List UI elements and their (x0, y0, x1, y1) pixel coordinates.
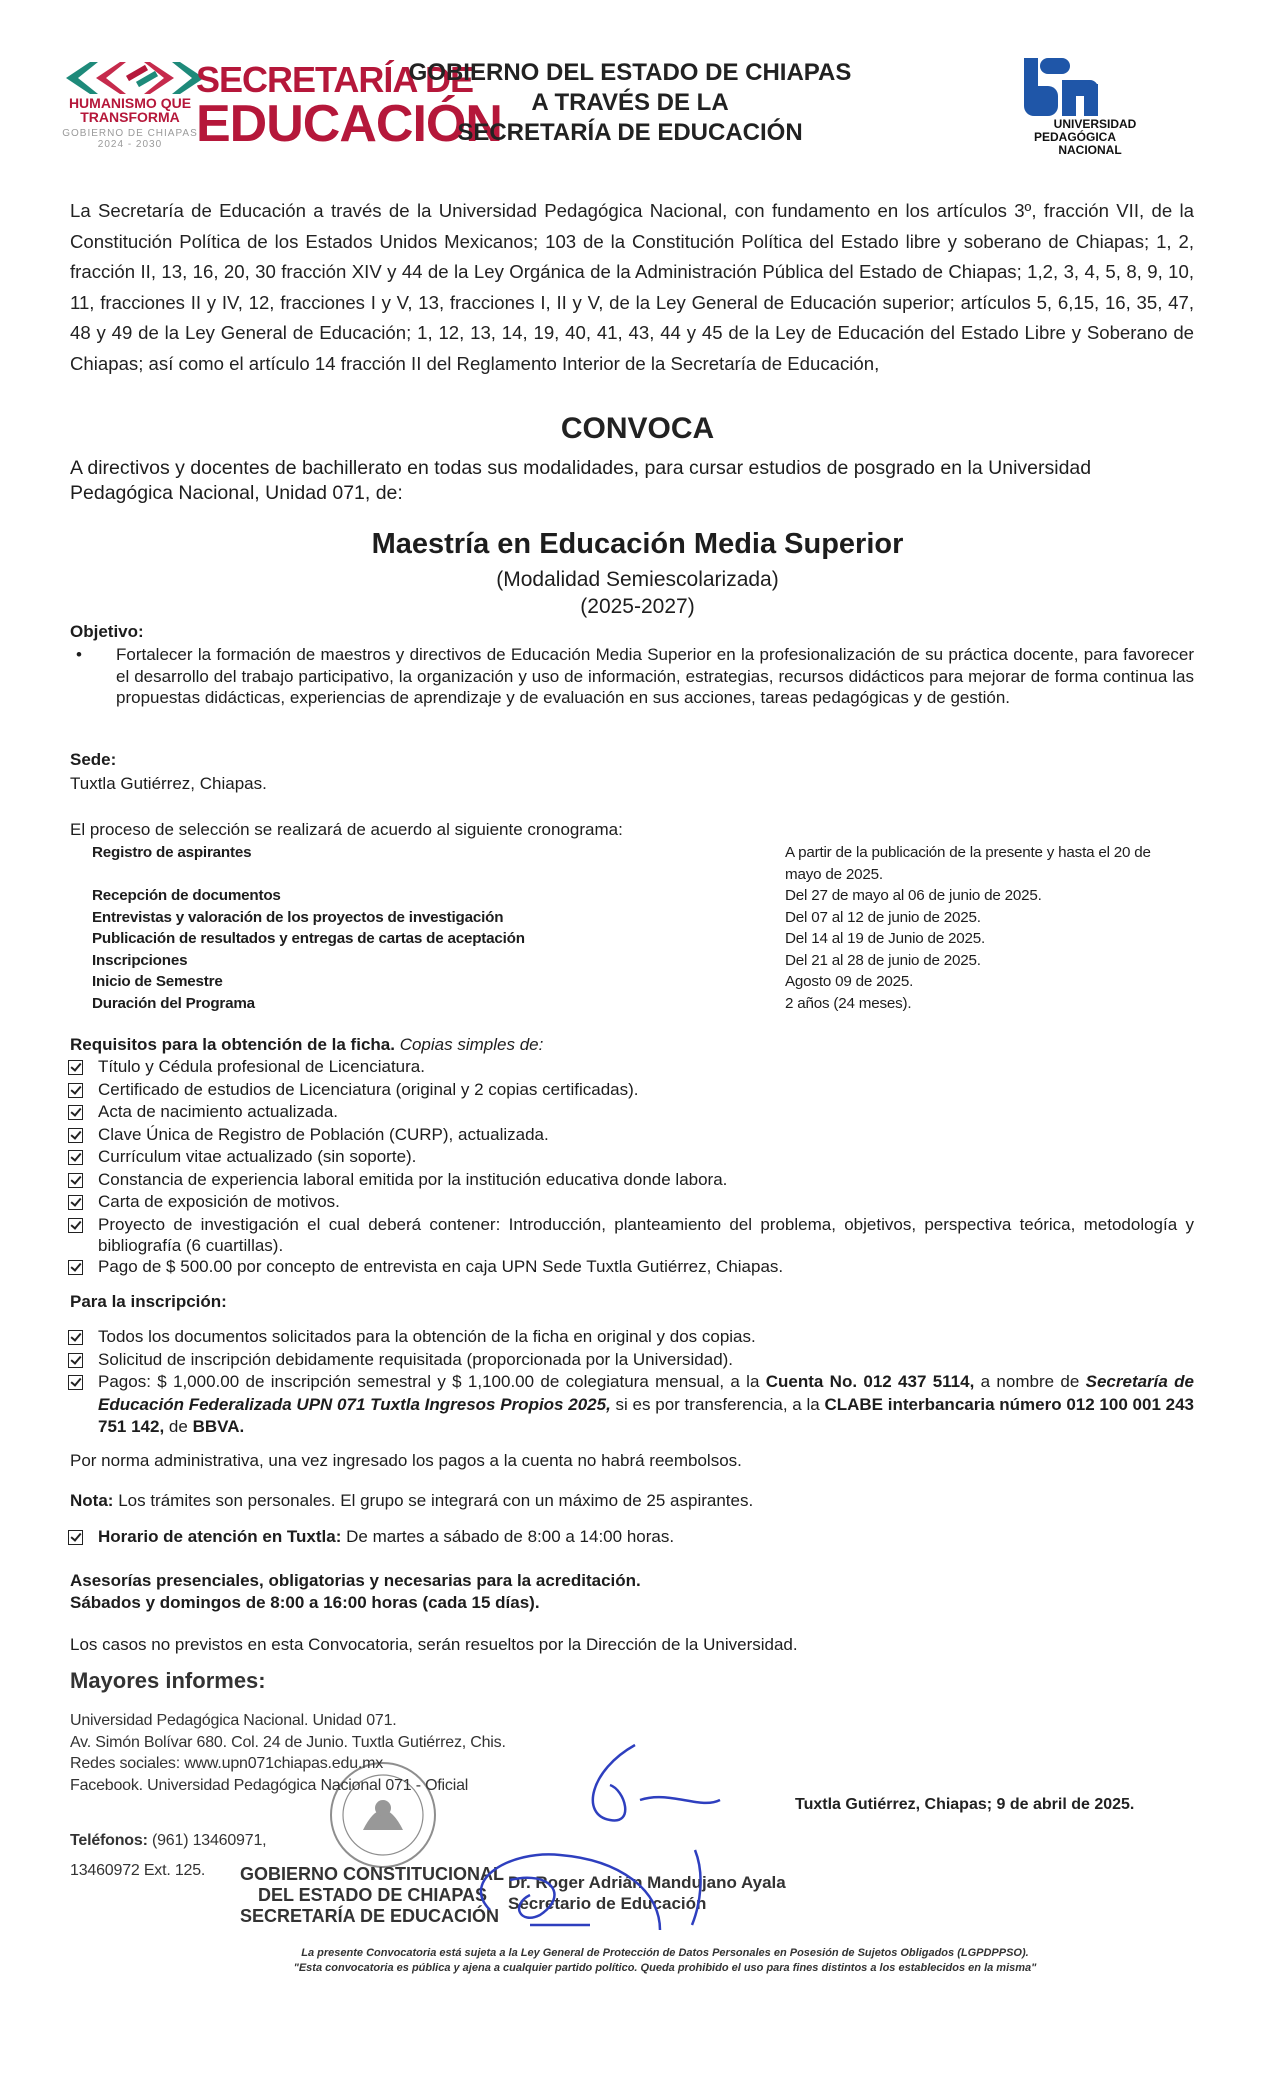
handwritten-signature (420, 1730, 780, 1930)
list-item: Acta de nacimiento actualizada. (68, 1101, 1194, 1124)
list-item: Título y Cédula profesional de Licenciatura. (68, 1056, 1194, 1079)
checkbox-icon (68, 1530, 83, 1545)
checkbox-icon (68, 1260, 83, 1275)
cronograma-date: Del 14 al 19 de Junio de 2025. (785, 930, 986, 947)
upn-wordmark: UNIVERSIDAD PEDAGÓGICA NACIONAL (1033, 117, 1137, 157)
list-item: Solicitud de inscripción debidamente requisitada (proporcionada por la Universidad). (68, 1349, 1194, 1372)
cronograma-label: Entrevistas y valoración de los proyectos de investigación (92, 908, 504, 926)
checkbox-icon (68, 1195, 83, 1210)
list-item: Certificado de estudios de Licenciatura (original y 2 copias certificadas). (68, 1079, 1194, 1102)
cronograma-date: A partir de la publicación de la presente y hasta el 20 de mayo de 2025. (785, 844, 1151, 883)
legal-preamble: La Secretaría de Educación a través de la Universidad Pedagógica Nacional, con fundamento en los artículos 3º, fracción VII, de la Constitución Política de los Estados Unidos Mexicanos; 103 de la Constitución Política del Estado libre y soberano de Chiapas; 1, 2, fracción II, 13, 16, 20, 30 fracción XIV y 44 de la Ley Orgánica de la Administración Pública del Estado de Chiapas; 1,2, 3, 4, 5, 8, 9, 10, 11, fracciones II y IV, 12, fracciones I y V, 13, fracciones I, II y V, de la Ley General de Educación superior; artículos 5, 6,15, 16, 35, 47, 48 y 49 de la Ley General de Educación; 1, 12, 13, 14, 19, 40, 41, 43, 44 y 45 de la Ley de Educación del Estado Libre y Soberano de Chiapas; así como el artículo 14 fracción II del Reglamento Interior de la Secretaría de Educación, (70, 200, 1194, 374)
cronograma-date: Del 27 de mayo al 06 de junio de 2025. (785, 887, 1042, 904)
informes-title: Mayores informes: (70, 1668, 266, 1693)
inscripcion-list (68, 1326, 1194, 1439)
requisitos-label: Requisitos para la obtención de la ficha. (70, 1035, 395, 1054)
cronograma-labels (92, 842, 652, 1014)
upn-emblem-icon (1022, 56, 1102, 118)
chevrons-logo-icon (66, 56, 206, 96)
checkbox-icon (68, 1060, 83, 1075)
slogan: HUMANISMO QUE TRANSFORMA (68, 95, 192, 125)
list-item: Constancia de experiencia laboral emitida por la institución educativa donde labora. (68, 1169, 1194, 1192)
requisitos-italic: Copias simples de: (399, 1035, 544, 1054)
list-item-pagos: Pagos: $ 1,000.00 de inscripción semestral y $ 1,100.00 de colegiatura mensual, a la Cuenta No. 012 437 5114, a nombre de Secretaría de Educación Federalizada UPN 071 Tuxtla Ingresos Propios 2025, si es por transferencia, a la CLABE interbancaria número 012 100 001 243 751 142, de BBVA. (68, 1371, 1194, 1439)
cronograma-label: Duración del Programa (92, 994, 255, 1012)
signature-entity: GOBIERNO CONSTITUCIONAL DEL ESTADO DE CHIAPAS SECRETARÍA DE EDUCACIÓN (240, 1864, 504, 1926)
cronograma-label: Inscripciones (92, 951, 188, 969)
norma-text: Por norma administrativa, una vez ingresado los pagos a la cuenta no habrá reembolsos. (70, 1451, 742, 1470)
checkbox-icon (68, 1353, 83, 1368)
nota-label: Nota: (70, 1491, 114, 1510)
asesorias: Asesorías presenciales, obligatorias y necesarias para la acreditación. Sábados y domingos de 8:00 a 16:00 horas (cada 15 días). (70, 1571, 641, 1612)
sede-label: Sede: (70, 750, 117, 769)
signatory-position: Secretario de Educación (508, 1894, 707, 1913)
checkbox-icon (68, 1083, 83, 1098)
signatory-name: Dr. Roger Adrián Mandujano Ayala (508, 1873, 786, 1892)
list-item: Carta de exposición de motivos. (68, 1191, 1194, 1214)
cronograma-date: Agosto 09 de 2025. (785, 973, 914, 990)
telefonos-label: Teléfonos: (70, 1832, 148, 1849)
cronograma-date: 2 años (24 meses). (785, 994, 912, 1012)
gobierno-chiapas-mark: GOBIERNO DE CHIAPAS 2024 - 2030 (62, 128, 198, 150)
checkbox-icon (68, 1105, 83, 1120)
cronograma-date: Del 21 al 28 de junio de 2025. (785, 951, 981, 969)
requisitos-heading (70, 1034, 543, 1056)
checkbox-icon (68, 1173, 83, 1188)
requisitos-list (68, 1056, 1194, 1278)
cronograma-date: Del 07 al 12 de junio de 2025. (785, 908, 981, 926)
cronograma-dates (785, 842, 1165, 1014)
secretaria-wordmark: SECRETARÍA DE EDUCACIÓN (196, 59, 502, 153)
cronograma-label: Registro de aspirantes (92, 844, 252, 861)
objetivo-label: Objetivo: (70, 622, 144, 641)
cronograma-intro: El proceso de selección se realizará de acuerdo al siguiente cronograma: (70, 820, 623, 839)
horario-label: Horario de atención en Tuxtla: (98, 1527, 342, 1546)
nota (70, 1490, 753, 1512)
objetivo-text: Fortalecer la formación de maestros y directivos de Educación Media Superior en la profesionalización de su práctica docente, para favorecer el desarrollo del trabajo participativo, la organización y uso de información, estrategias, recursos didácticos para mejorar de forma continua las propuestas didácticas, experiencias de aprendizaje y de evaluación en sus acciones, tareas pedagógicas y de gestión. (116, 645, 1194, 707)
list-item: Pago de $ 500.00 por concepto de entrevista en caja UPN Sede Tuxtla Gutiérrez, Chiapas. (68, 1256, 1194, 1279)
program-period: (2025-2027) (580, 595, 695, 618)
casos-text: Los casos no previstos en esta Convocatoria, serán resueltos por la Dirección de la Universidad. (70, 1635, 798, 1654)
list-item: Proyecto de investigación el cual deberá contener: Introducción, planteamiento del problema, objetivos, perspectiva teórica, metodología y bibliografía (6 cuartillas). (68, 1214, 1194, 1256)
cronograma-label: Publicación de resultados y entregas de cartas de aceptación (92, 930, 525, 947)
document-date: Tuxtla Gutiérrez, Chiapas; 9 de abril de 2025. (795, 1796, 1135, 1813)
list-item: Clave Única de Registro de Población (CURP), actualizada. (68, 1124, 1194, 1147)
legal-footer: La presente Convocatoria está sujeta a la Ley General de Protección de Datos Personales en Posesión de Sujetos Obligados (LGPDPPSO). "Esta convocatoria es pública y ajena a cualquier partido político. Queda prohibido el uso para fines distintos a los establecidos en la misma" (293, 1947, 1037, 1974)
program-title: Maestría en Educación Media Superior (371, 528, 904, 560)
audience-text: A directivos y docentes de bachillerato en todas sus modalidades, para cursar estudios de posgrado en la Universidad Pedagógica Nacional, Unidad 071, de: (70, 457, 1092, 504)
horario-text: De martes a sábado de 8:00 a 14:00 horas. (346, 1527, 675, 1546)
checkbox-icon (68, 1218, 83, 1233)
sede-value: Tuxtla Gutiérrez, Chiapas. (70, 774, 267, 793)
bullet-icon: • (76, 645, 82, 664)
checkbox-icon (68, 1330, 83, 1345)
cronograma-label: Inicio de Semestre (92, 973, 223, 990)
checkbox-icon (68, 1128, 83, 1143)
nota-text: Los trámites son personales. El grupo se integrará con un máximo de 25 aspirantes. (118, 1491, 754, 1510)
telefonos: Teléfonos: (961) 13460971, 13460972 Ext. 125. (70, 1832, 267, 1879)
cronograma-label: Recepción de documentos (92, 887, 281, 904)
program-subtitle (0, 566, 1275, 620)
list-item: Todos los documentos solicitados para la obtención de la ficha en original y dos copias. (68, 1326, 1194, 1349)
inscripcion-label: Para la inscripción: (70, 1292, 227, 1311)
list-item: Currículum vitae actualizado (sin soporte). (68, 1146, 1194, 1169)
program-modality: (Modalidad Semiescolarizada) (496, 568, 779, 591)
checkbox-icon (68, 1150, 83, 1165)
convoca-heading: CONVOCA (560, 412, 715, 445)
informes-contact: Universidad Pedagógica Nacional. Unidad 071. Av. Simón Bolívar 680. Col. 24 de Junio. Tuxtla Gutiérrez, Chis. Redes sociales: www.upn071chiapas.edu.mx Facebook. Universidad Pedagógica Nacional 071 - Oficial (70, 1712, 506, 1794)
page-title: GOBIERNO DEL ESTADO DE CHIAPAS A TRAVÉS DE LA SECRETARÍA DE EDUCACIÓN (408, 59, 852, 146)
checkbox-icon (68, 1375, 83, 1390)
horario (68, 1526, 674, 1548)
